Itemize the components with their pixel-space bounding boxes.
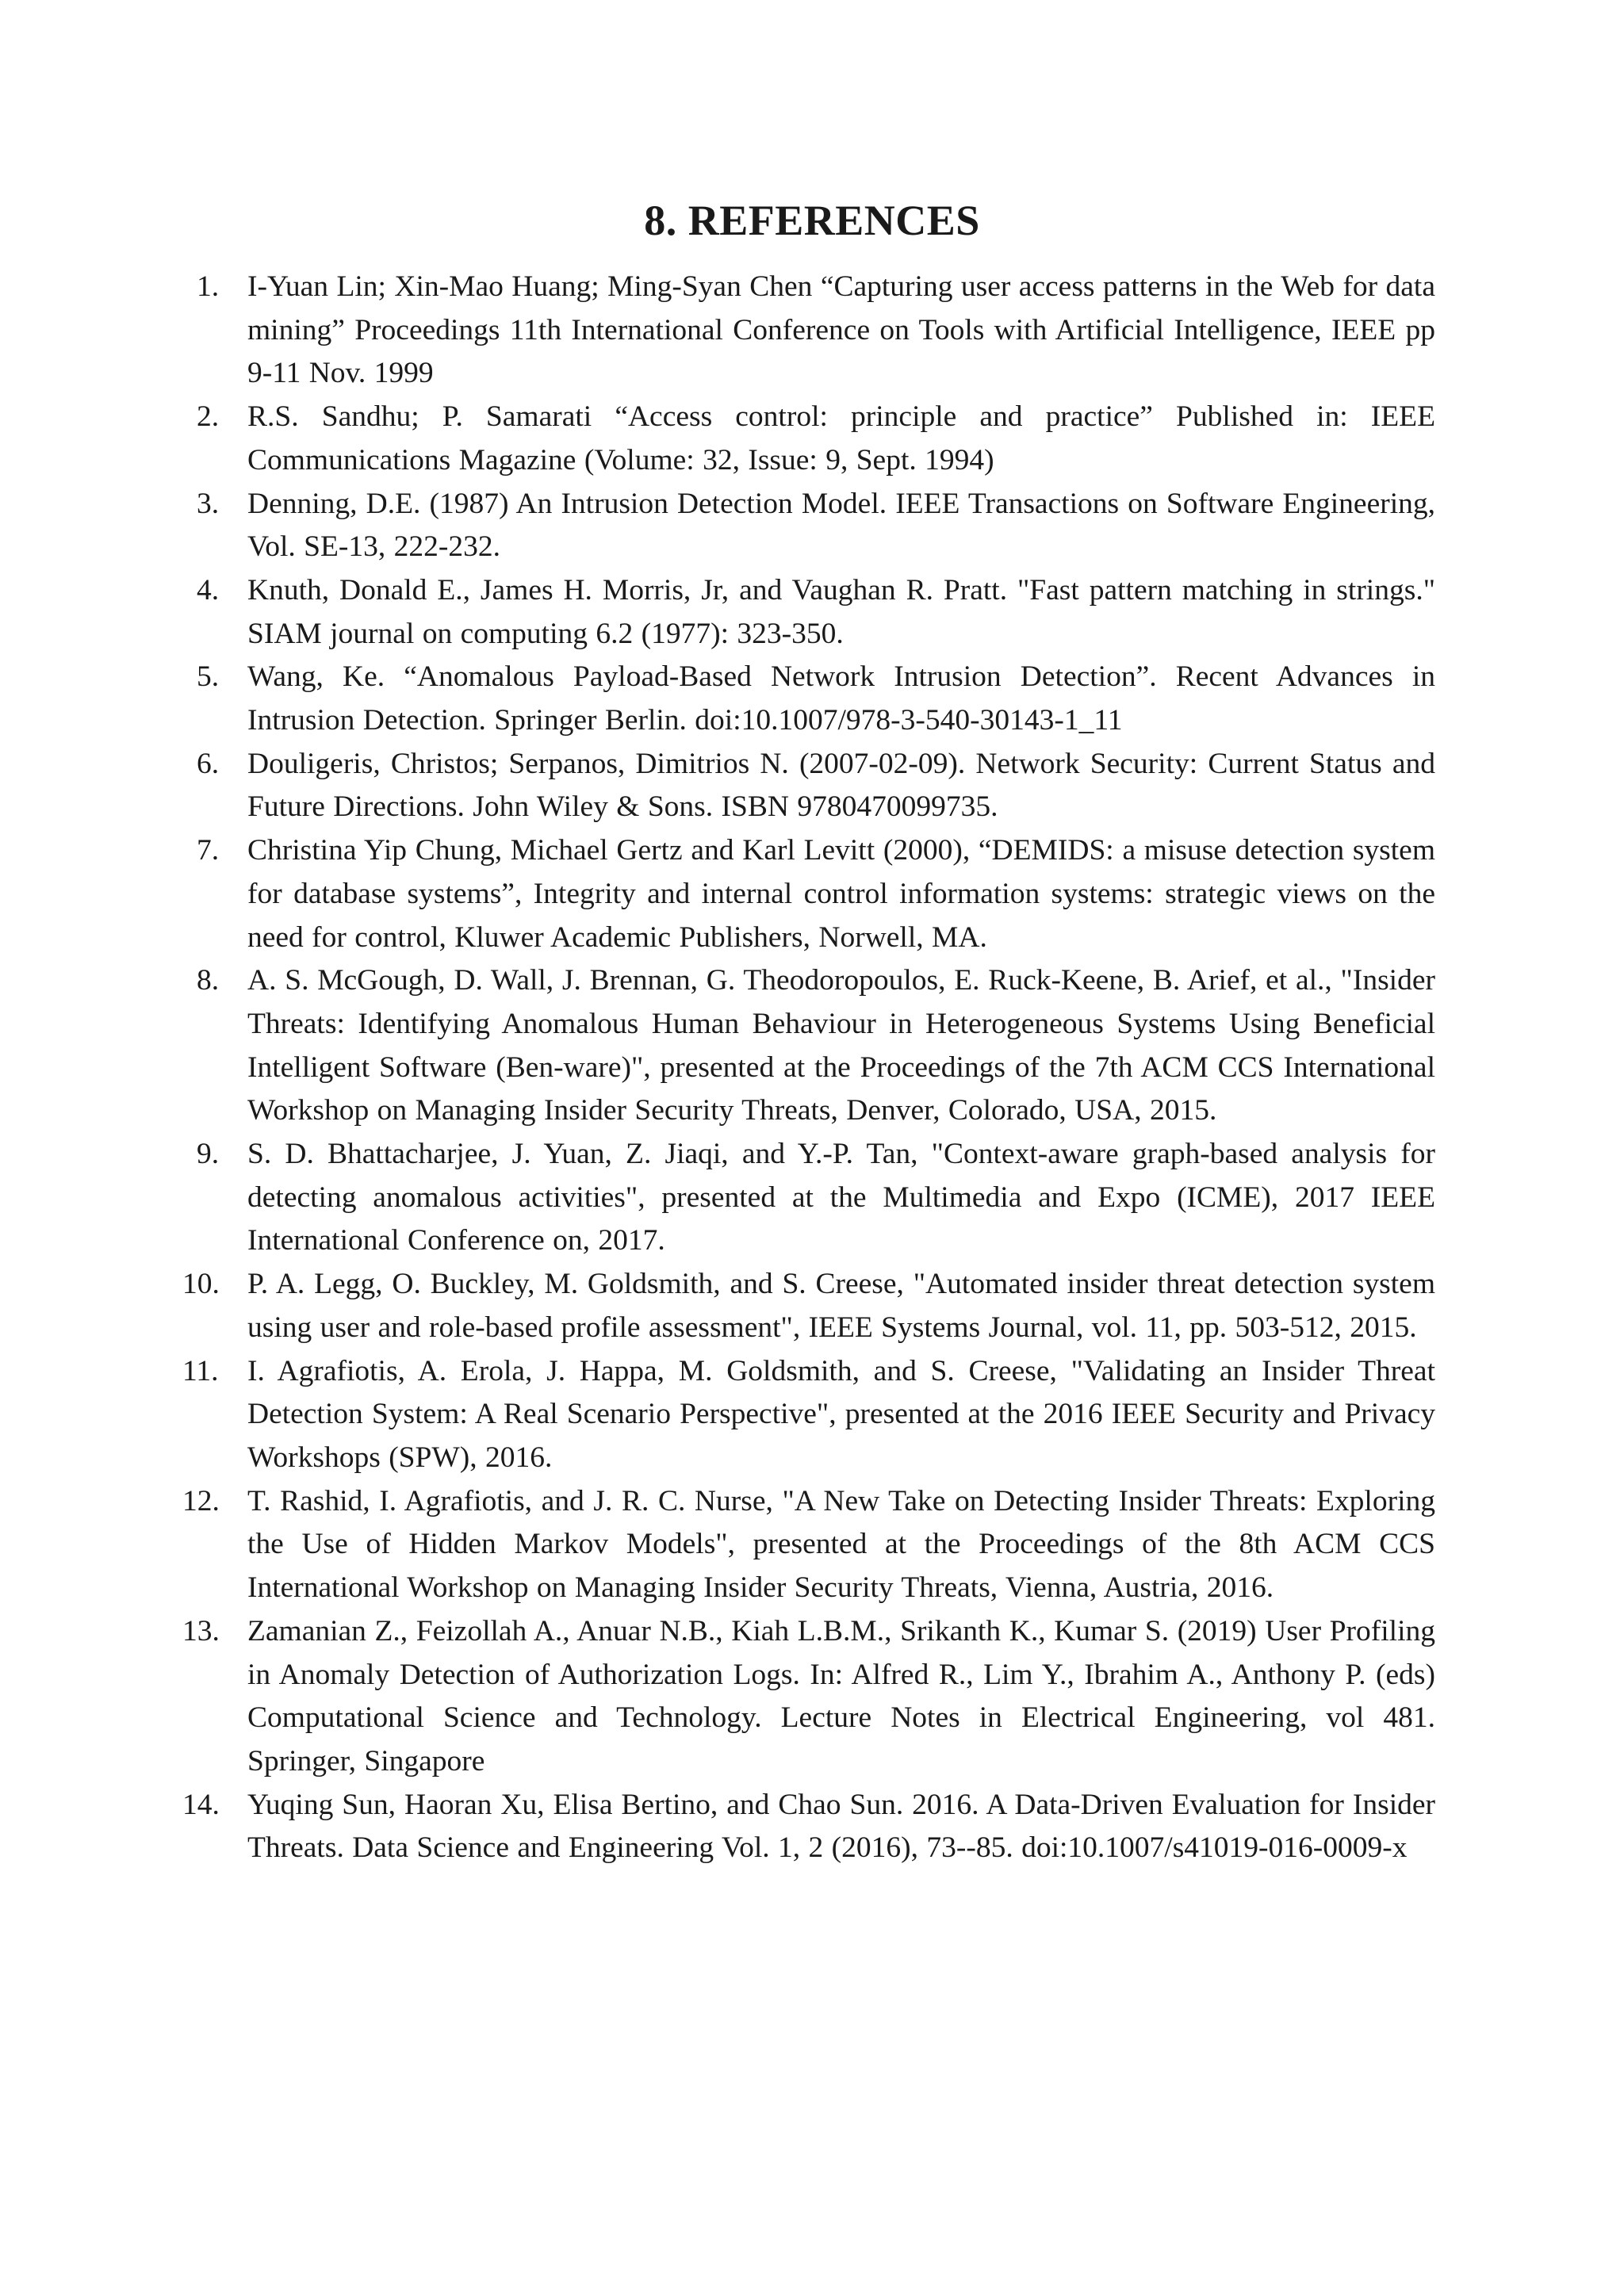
reference-text: Christina Yip Chung, Michael Gertz and Karl Levitt (2000), “DEMIDS: a misuse detection system for database systems”, Integrity and internal control information systems: strategic views on the need for control, Kluwer Academic Publishers, Norwell, MA. bbox=[247, 834, 1435, 954]
reference-number: 6. bbox=[197, 747, 220, 780]
reference-text: Knuth, Donald E., James H. Morris, Jr, and Vaughan R. Pratt. "Fast pattern matching in strings." SIAM journal on computing 6.2 (1977): 323-350. bbox=[247, 573, 1435, 650]
reference-number: 3. bbox=[197, 487, 220, 520]
reference-item bbox=[182, 1480, 1435, 1610]
reference-text: S. D. Bhattacharjee, J. Yuan, Z. Jiaqi, and Y.-P. Tan, "Context-aware graph-based analysis for detecting anomalous activities", presented at the Multimedia and Expo (ICME), 2017 IEEE International Conference on, 2017. bbox=[247, 1138, 1435, 1257]
reference-text: P. A. Legg, O. Buckley, M. Goldsmith, and S. Creese, "Automated insider threat detection system using user and role-based profile assessment", IEEE Systems Journal, vol. 11, pp. 503-512, 2015. bbox=[247, 1268, 1435, 1344]
reference-number: 4. bbox=[197, 573, 220, 607]
reference-number: 11. bbox=[182, 1354, 219, 1387]
reference-number: 7. bbox=[197, 834, 220, 867]
reference-text: A. S. McGough, D. Wall, J. Brennan, G. Theodoropoulos, E. Ruck-Keene, B. Arief, et al., "Insider Threats: Identifying Anomalous Human Behaviour in Heterogeneous Systems Using Beneficial Intelligent Software (Ben-ware)", presented at the Proceedings of the 7th ACM CCS International Workshop on Managing Insider Security Threats, Denver, Colorado, USA, 2015. bbox=[247, 964, 1435, 1127]
reference-text: I-Yuan Lin; Xin-Mao Huang; Ming-Syan Chen “Capturing user access patterns in the Web for data mining” Proceedings 11th International Conference on Tools with Artificial Intelligence, IEEE pp 9-11 Nov. 1999 bbox=[247, 270, 1435, 390]
reference-item bbox=[182, 1263, 1435, 1349]
reference-item bbox=[182, 1610, 1435, 1784]
reference-item bbox=[182, 1784, 1435, 1870]
reference-item bbox=[182, 569, 1435, 656]
reference-item bbox=[182, 1133, 1435, 1263]
reference-text: R.S. Sandhu; P. Samarati “Access control: principle and practice” Published in: IEEE Communications Magazine (Volume: 32, Issue: 9, Sept. 1994) bbox=[247, 400, 1435, 476]
reference-item bbox=[182, 396, 1435, 482]
reference-list bbox=[182, 266, 1435, 1870]
reference-item bbox=[182, 483, 1435, 569]
reference-text: Denning, D.E. (1987) An Intrusion Detection Model. IEEE Transactions on Software Engineering, Vol. SE-13, 222-232. bbox=[247, 487, 1435, 564]
reference-text: Wang, Ke. “Anomalous Payload-Based Network Intrusion Detection”. Recent Advances in Intrusion Detection. Springer Berlin. doi:10.1007/978-3-540-30143-1_11 bbox=[247, 660, 1435, 737]
reference-number: 9. bbox=[197, 1138, 220, 1171]
reference-item bbox=[182, 656, 1435, 742]
reference-item bbox=[182, 1350, 1435, 1480]
reference-number: 5. bbox=[197, 660, 220, 694]
reference-number: 12. bbox=[182, 1484, 220, 1517]
section-heading: 8. REFERENCES bbox=[644, 197, 980, 244]
reference-item bbox=[182, 743, 1435, 829]
reference-number: 14. bbox=[182, 1788, 220, 1821]
reference-item bbox=[182, 266, 1435, 396]
reference-text: Yuqing Sun, Haoran Xu, Elisa Bertino, and Chao Sun. 2016. A Data-Driven Evaluation for Insider Threats. Data Science and Engineering Vol. 1, 2 (2016), 73--85. doi:10.1007/s41019-016-0009-x bbox=[247, 1788, 1435, 1865]
reference-number: 8. bbox=[197, 964, 220, 997]
reference-text: T. Rashid, I. Agrafiotis, and J. R. C. Nurse, "A New Take on Detecting Insider Threats: Exploring the Use of Hidden Markov Models", presented at the Proceedings of the 8th ACM CCS International Workshop on Managing Insider Security Threats, Vienna, Austria, 2016. bbox=[247, 1484, 1435, 1605]
reference-number: 1. bbox=[197, 270, 220, 303]
reference-number: 10. bbox=[182, 1268, 220, 1301]
reference-item bbox=[182, 959, 1435, 1133]
reference-text: I. Agrafiotis, A. Erola, J. Happa, M. Goldsmith, and S. Creese, "Validating an Insider Threat Detection System: A Real Scenario Perspective", presented at the 2016 IEEE Security and Privacy Workshops (SPW), 2016. bbox=[247, 1354, 1435, 1474]
reference-number: 2. bbox=[197, 400, 220, 434]
reference-text: Zamanian Z., Feizollah A., Anuar N.B., Kiah L.B.M., Srikanth K., Kumar S. (2019) User Profiling in Anomaly Detection of Authorization Logs. In: Alfred R., Lim Y., Ibrahim A., Anthony P. (eds) Computational Science and Technology. Lecture Notes in Electrical Engineering, vol 481. Springer, Singapore bbox=[247, 1614, 1435, 1777]
reference-text: Douligeris, Christos; Serpanos, Dimitrios N. (2007-02-09). Network Security: Current Status and Future Directions. John Wiley & Sons. ISBN 9780470099735. bbox=[247, 747, 1435, 824]
reference-number: 13. bbox=[182, 1614, 220, 1647]
reference-item bbox=[182, 829, 1435, 959]
